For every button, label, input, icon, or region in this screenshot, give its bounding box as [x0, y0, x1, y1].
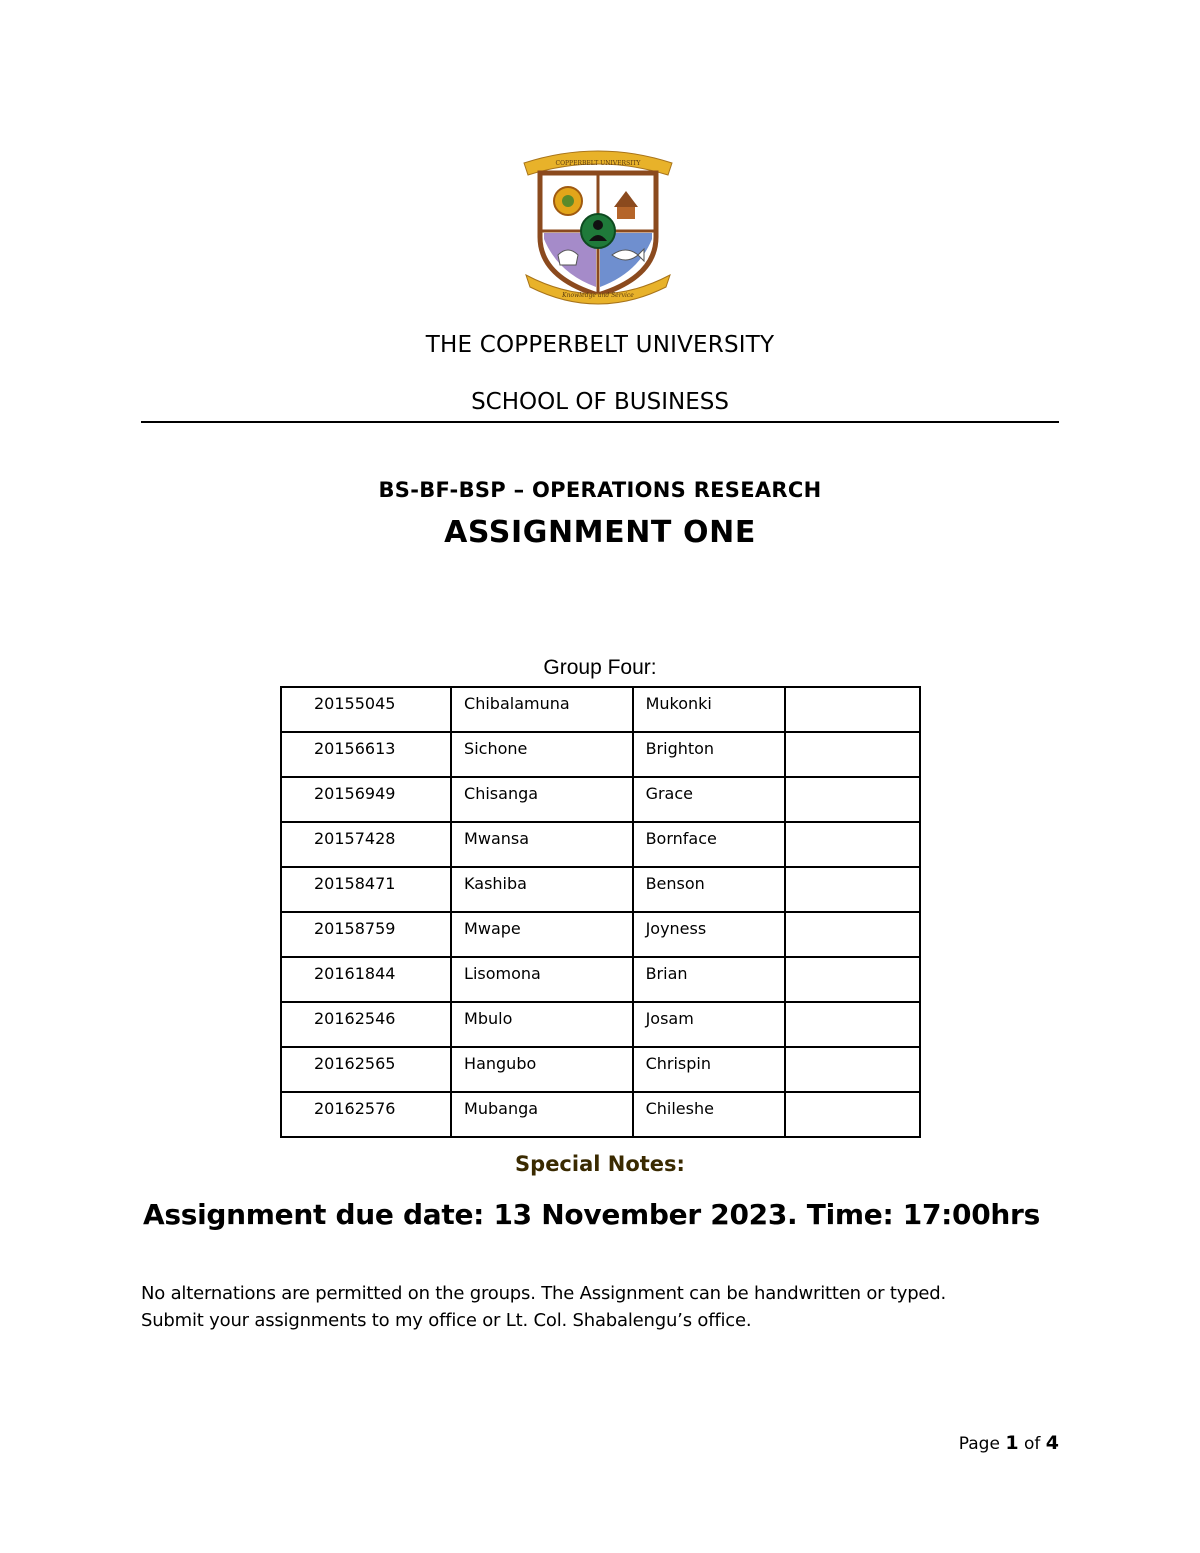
course-title: BS-BF-BSP – OPERATIONS RESEARCH [378, 478, 822, 502]
blank-cell [785, 1047, 920, 1092]
first-name-cell: Benson [633, 867, 785, 912]
university-crest-logo [520, 145, 676, 305]
first-name-cell: Brian [633, 957, 785, 1002]
note-line-groups: No alternations are permitted on the groups. The Assignment can be handwritten or typed. [141, 1283, 947, 1304]
table-row [281, 777, 920, 822]
surname-cell: Mbulo [451, 1002, 633, 1047]
surname-cell: Kashiba [451, 867, 633, 912]
page-of: of [1023, 1434, 1041, 1454]
student-id-cell: 20162546 [281, 1002, 451, 1047]
blank-cell [785, 822, 920, 867]
blank-cell [785, 912, 920, 957]
note-line-submission: Submit your assignments to my office or Lt. Col. Shabalengu’s office. [141, 1310, 752, 1331]
student-id-cell: 20156949 [281, 777, 451, 822]
first-name-cell: Bornface [633, 822, 785, 867]
surname-cell: Hangubo [451, 1047, 633, 1092]
surname-cell: Mwansa [451, 822, 633, 867]
special-notes-label: Special Notes: [515, 1152, 685, 1176]
student-id-cell: 20162576 [281, 1092, 451, 1137]
surname-cell: Sichone [451, 732, 633, 777]
table-row [281, 687, 920, 732]
table-row [281, 957, 920, 1002]
first-name-cell: Mukonki [633, 687, 785, 732]
blank-cell [785, 957, 920, 1002]
first-name-cell: Joyness [633, 912, 785, 957]
svg-text:Knowledge and Service: Knowledge and Service [562, 292, 634, 299]
table-row [281, 912, 920, 957]
group-label: Group Four: [543, 656, 657, 679]
due-date-text: Assignment due date: 13 November 2023. Time: 17:00hrs [143, 1198, 1040, 1231]
student-id-cell: 20161844 [281, 957, 451, 1002]
svg-text:COPPERBELT UNIVERSITY: COPPERBELT UNIVERSITY [555, 160, 641, 167]
surname-cell: Chisanga [451, 777, 633, 822]
assignment-title: ASSIGNMENT ONE [444, 515, 756, 550]
header-divider [141, 421, 1059, 423]
first-name-cell: Grace [633, 777, 785, 822]
table-row [281, 1002, 920, 1047]
table-row [281, 732, 920, 777]
table-row [281, 867, 920, 912]
blank-cell [785, 1092, 920, 1137]
surname-cell: Mwape [451, 912, 633, 957]
university-title: THE COPPERBELT UNIVERSITY [425, 332, 775, 358]
group-members-table [280, 686, 921, 1138]
page-number [959, 1432, 1059, 1454]
school-title: SCHOOL OF BUSINESS [471, 389, 729, 415]
table-row [281, 1092, 920, 1137]
first-name-cell: Chileshe [633, 1092, 785, 1137]
first-name-cell: Brighton [633, 732, 785, 777]
student-id-cell: 20156613 [281, 732, 451, 777]
surname-cell: Chibalamuna [451, 687, 633, 732]
page-total: 4 [1045, 1432, 1059, 1454]
page-prefix: Page [958, 1434, 1000, 1454]
surname-cell: Mubanga [451, 1092, 633, 1137]
blank-cell [785, 867, 920, 912]
table-row [281, 1047, 920, 1092]
table-row [281, 822, 920, 867]
blank-cell [785, 777, 920, 822]
first-name-cell: Josam [633, 1002, 785, 1047]
surname-cell: Lisomona [451, 957, 633, 1002]
student-id-cell: 20158471 [281, 867, 451, 912]
blank-cell [785, 732, 920, 777]
student-id-cell: 20157428 [281, 822, 451, 867]
student-id-cell: 20155045 [281, 687, 451, 732]
first-name-cell: Chrispin [633, 1047, 785, 1092]
blank-cell [785, 1002, 920, 1047]
page-current: 1 [1005, 1432, 1019, 1454]
student-id-cell: 20162565 [281, 1047, 451, 1092]
blank-cell [785, 687, 920, 732]
student-id-cell: 20158759 [281, 912, 451, 957]
